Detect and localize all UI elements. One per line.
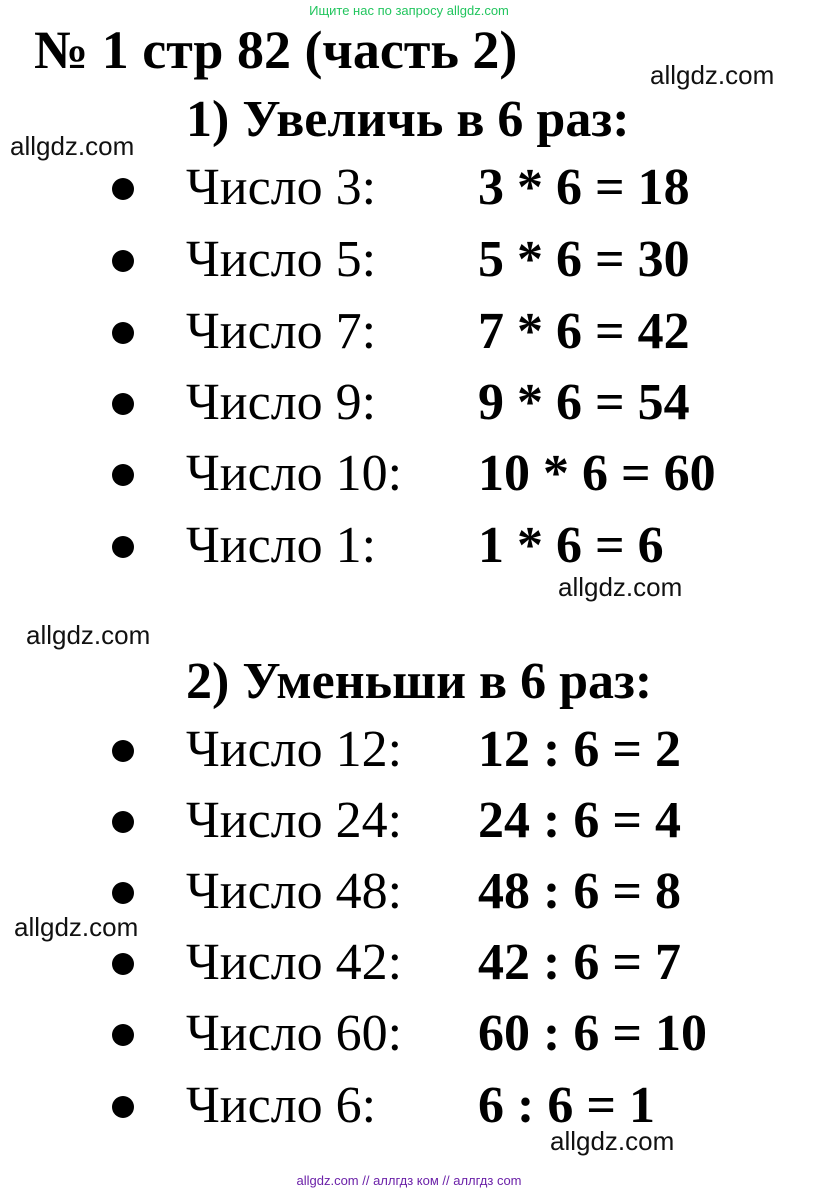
item-label: Число 10: [186,445,403,502]
watermark: allgdz.com [26,620,151,650]
watermark: allgdz.com [550,1126,675,1156]
bullet-icon [112,953,134,975]
list-item [0,514,818,578]
list-item [0,1002,818,1066]
item-label: Число 3: [186,159,377,216]
item-expression: 24 : 6 = 4 [478,792,681,849]
item-label: Число 12: [186,721,403,778]
item-label: Число 5: [186,231,377,288]
list-item [0,156,818,220]
bullet-icon [112,882,134,904]
item-expression: 1 * 6 = 6 [478,517,664,574]
footer-links: allgdz.com // аллгдз ком // аллгдз com [296,1173,522,1188]
item-label: Число 7: [186,303,377,360]
list-item [0,300,818,364]
page-title: № 1 стр 82 (часть 2) [34,20,518,80]
watermark: allgdz.com [10,131,135,161]
bullet-icon [112,464,134,486]
watermark: allgdz.com [650,60,775,90]
bullet-icon [112,740,134,762]
section-heading-decrease: 2) Уменьши в 6 раз: [186,653,653,710]
bullet-icon [112,178,134,200]
item-label: Число 1: [186,517,377,574]
item-label: Число 9: [186,374,377,431]
item-label: Число 24: [186,792,403,849]
watermark: allgdz.com [14,912,139,942]
item-expression: 5 * 6 = 30 [478,231,690,288]
bullet-icon [112,1096,134,1118]
list-item [0,789,818,853]
item-expression: 12 : 6 = 2 [478,721,681,778]
item-expression: 48 : 6 = 8 [478,863,681,920]
item-label: Число 6: [186,1077,377,1134]
item-expression: 7 * 6 = 42 [478,303,690,360]
bullet-icon [112,250,134,272]
section-heading-increase: 1) Увеличь в 6 раз: [186,91,630,148]
bullet-icon [112,393,134,415]
list-item [0,371,818,435]
bullet-icon [112,811,134,833]
item-label: Число 60: [186,1005,403,1062]
item-label: Число 42: [186,934,403,991]
list-item [0,718,818,782]
item-expression: 3 * 6 = 18 [478,159,690,216]
bullet-icon [112,322,134,344]
list-item [0,228,818,292]
item-expression: 42 : 6 = 7 [478,934,681,991]
item-expression: 9 * 6 = 54 [478,374,690,431]
watermark: allgdz.com [558,572,683,602]
top-banner: Ищите нас по запросу allgdz.com [309,3,509,18]
bullet-icon [112,536,134,558]
item-expression: 10 * 6 = 60 [478,445,716,502]
list-item [0,1074,818,1138]
list-item [0,442,818,506]
item-label: Число 48: [186,863,403,920]
item-expression: 60 : 6 = 10 [478,1005,707,1062]
bullet-icon [112,1024,134,1046]
item-expression: 6 : 6 = 1 [478,1077,655,1134]
